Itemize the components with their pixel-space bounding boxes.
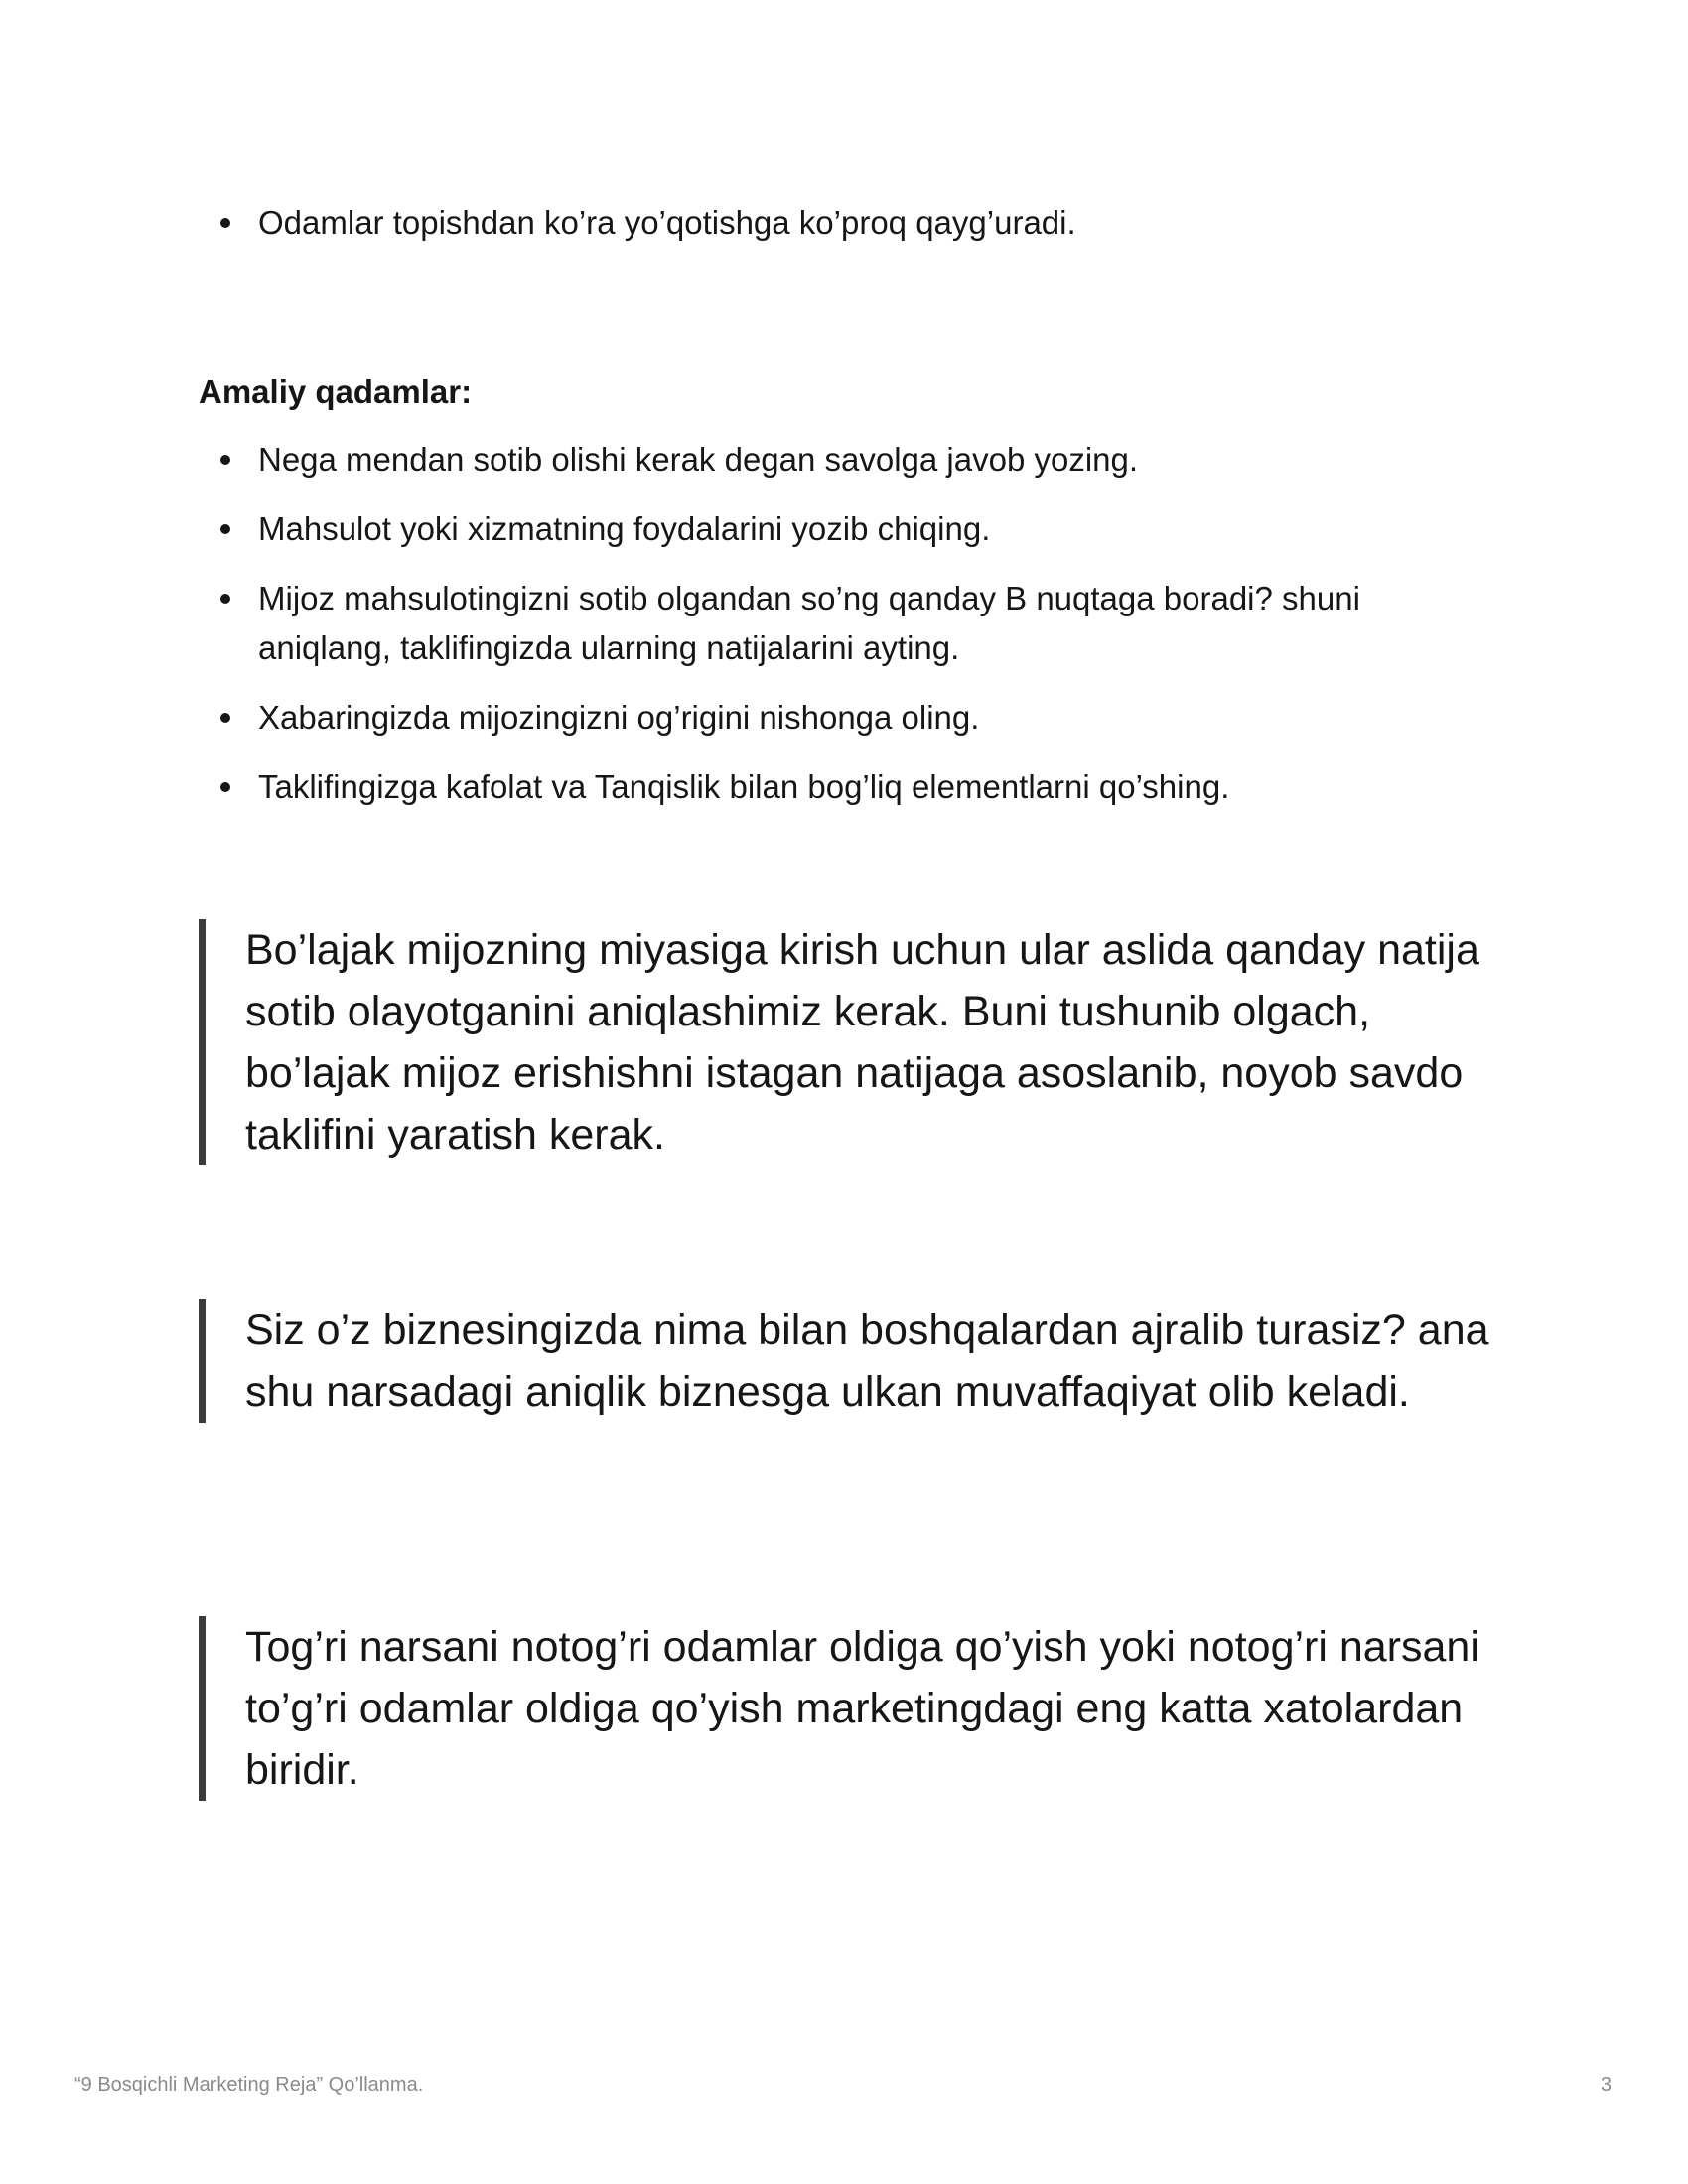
list-item-text: Xabaringizda mijozingizni og’rigini nishonga oling. <box>258 699 980 736</box>
list-item-text: Mahsulot yoki xizmatning foydalarini yozib chiqing. <box>258 510 991 547</box>
list-item-text: Taklifingizga kafolat va Tanqislik bilan bog’liq elementlarni qo’shing. <box>258 768 1230 805</box>
list-item <box>199 574 1489 673</box>
bullet-icon <box>220 218 230 228</box>
footer-title: “9 Bosqichli Marketing Reja” Qo’llanma. <box>74 2074 424 2096</box>
bullet-icon <box>220 594 230 604</box>
list-item <box>199 762 1489 812</box>
list-item <box>199 199 1489 248</box>
blockquote: Tog’ri narsani notog’ri odamlar oldiga qo’yish yoki notog’ri narsani to’g’ri odamlar oldiga qo’yish marketingdagi eng katta xatolardan biridir. <box>199 1616 1516 1801</box>
section-heading: Amaliy qadamlar: <box>199 373 473 410</box>
blockquote: Siz o’z biznesingizda nima bilan boshqalardan ajralib turasiz? ana shu narsadagi aniqlik biznesga ulkan muvaffaqiyat olib keladi. <box>199 1299 1516 1423</box>
bullet-list-top <box>199 199 1489 268</box>
list-item-text: Mijoz mahsulotingizni sotib olgandan so’ng qanday B nuqtaga boradi? shuni aniqlang, taklifingizda ularning natijalarini ayting. <box>258 580 1360 666</box>
bullet-icon <box>220 782 230 792</box>
steps-list <box>199 435 1489 832</box>
list-item <box>199 693 1489 743</box>
bullet-icon <box>220 524 230 534</box>
list-item-text: Nega mendan sotib olishi kerak degan savolga javob yozing. <box>258 441 1139 478</box>
list-item <box>199 504 1489 554</box>
blockquote: Bo’lajak mijozning miyasiga kirish uchun ular aslida qanday natija sotib olayotganini aniqlashimiz kerak. Buni tushunib olgach, bo’lajak mijoz erishishni istagan natijaga asoslanib, noyob savdo taklifini yaratish kerak. <box>199 919 1516 1165</box>
list-item-text: Odamlar topishdan ko’ra yo’qotishga ko’proq qayg’uradi. <box>258 205 1076 241</box>
bullet-icon <box>220 455 230 465</box>
page-number: 3 <box>1600 2074 1612 2096</box>
list-item <box>199 435 1489 484</box>
bullet-icon <box>220 713 230 723</box>
